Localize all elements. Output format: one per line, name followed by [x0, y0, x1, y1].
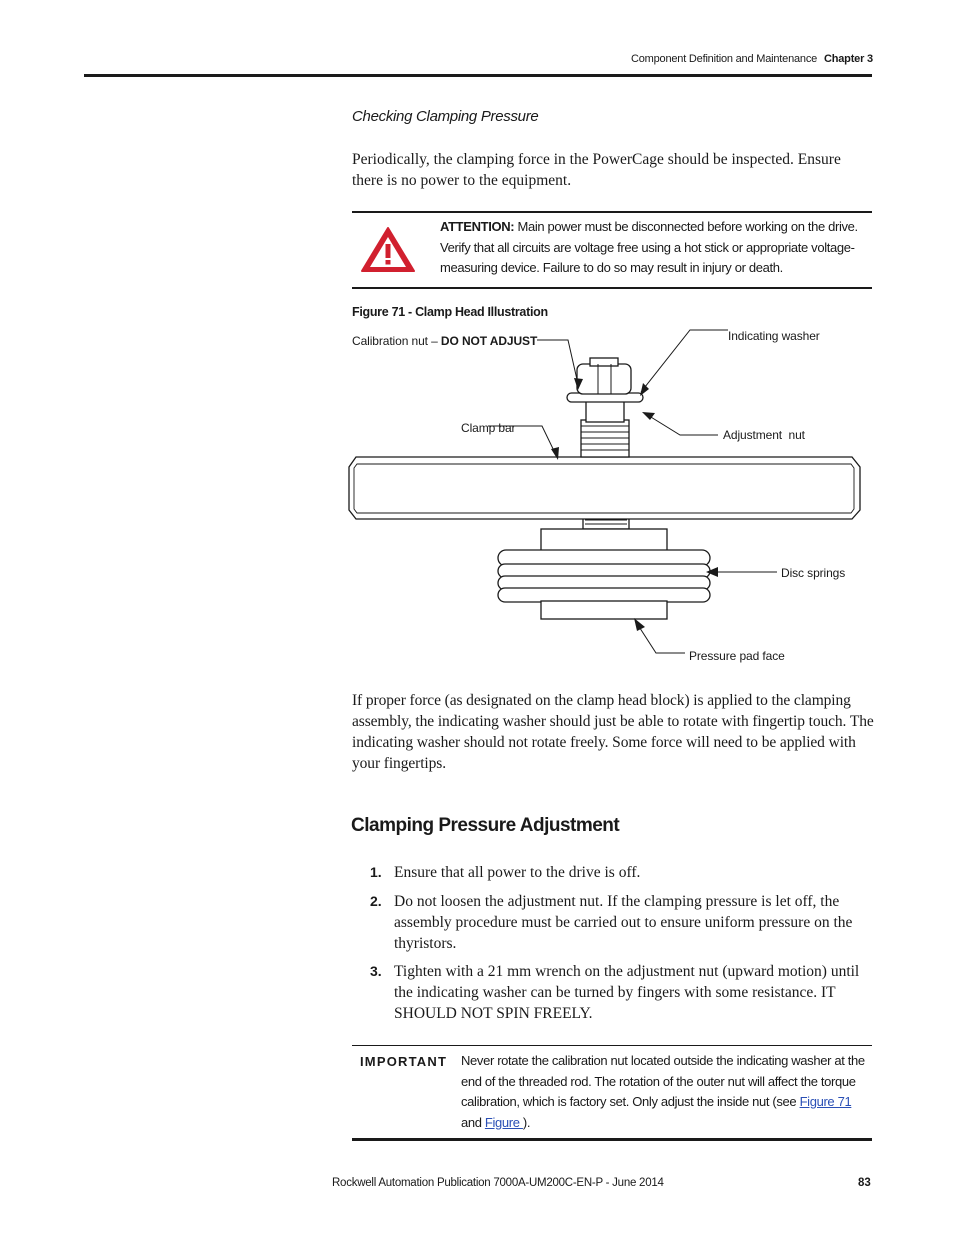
important-text-part: Never rotate the calibration nut located outside the indicating washer at the end of the threaded rod. The rotation of the outer nut will affect the torque calibration, which is factory set. Only adjust the inside nut (see: [461, 1053, 865, 1109]
step-number: 1.: [370, 864, 382, 880]
warning-triangle-icon: [360, 225, 416, 278]
important-box: [352, 1045, 872, 1141]
page-number: 83: [858, 1177, 871, 1189]
label-calibration-nut: [352, 334, 537, 348]
procedure-step: [370, 891, 875, 954]
header-rule: [84, 74, 872, 77]
step-number: 3.: [370, 963, 382, 979]
running-header-section: Component Definition and Maintenance: [631, 53, 818, 65]
figure-71-link[interactable]: Figure 71: [799, 1094, 852, 1109]
clamp-head-illustration: [340, 320, 880, 680]
label-calibration-prefix: Calibration nut –: [352, 334, 441, 348]
attention-text: [440, 217, 860, 279]
running-header-chapter: Chapter 3: [824, 53, 873, 65]
figure-link[interactable]: Figure: [484, 1114, 523, 1130]
important-text-part: and: [461, 1114, 485, 1130]
procedure-step: [370, 862, 875, 883]
footer-publication: Rockwell Automation Publication 7000A-UM200C-EN-P - June 2014: [332, 1177, 664, 1189]
step-text: Tighten with a 21 mm wrench on the adjustment nut (upward motion) until the indicating washer can be turned by fingers with some resistance. IT SHOULD NOT SPIN FREELY.: [394, 963, 860, 1022]
important-text: [461, 1051, 871, 1133]
intro-paragraph: Periodically, the clamping force in the PowerCage should be inspected. Ensure there is no power to the equipment.: [352, 151, 841, 189]
subsection-heading: Checking Clamping Pressure: [352, 108, 539, 125]
label-do-not-adjust: DO NOT ADJUST: [440, 334, 538, 348]
label-pressure-pad-face: Pressure pad face: [689, 649, 785, 663]
section-heading: Clamping Pressure Adjustment: [351, 815, 620, 836]
label-disc-springs: Disc springs: [781, 566, 846, 580]
figure-caption: Figure 71 - Clamp Head Illustration: [352, 305, 548, 319]
step-text: Ensure that all power to the drive is off.: [394, 864, 641, 881]
important-text-part: ).: [522, 1114, 531, 1130]
attention-message: Main power must be disconnected before working on the drive. Verify that all circuits are voltage free using a hot stick or appropriate voltage-measuring device. Failure to do so may result in injury or death.: [440, 219, 858, 275]
attention-box: [352, 211, 872, 289]
procedure-step: [370, 961, 875, 1024]
force-paragraph: If proper force (as designated on the clamp head block) is applied to the clamping assembly, the indicating washer should just be able to rotate with fingertip touch. The indicating washer should not rotate freely. Some force will need to be applied with your fingertips.: [352, 692, 874, 772]
attention-label: ATTENTION:: [440, 219, 515, 234]
label-indicating-washer: Indicating washer: [728, 329, 820, 343]
step-text: Do not loosen the adjustment nut. If the clamping pressure is let off, the assembly procedure must be carried out to ensure uniform pressure on the thyristors.: [394, 893, 853, 952]
step-number: 2.: [370, 893, 382, 909]
important-label: IMPORTANT: [360, 1054, 448, 1069]
label-clamp-bar: Clamp bar: [461, 421, 516, 435]
label-adjustment-nut: Adjustment nut: [723, 428, 805, 442]
